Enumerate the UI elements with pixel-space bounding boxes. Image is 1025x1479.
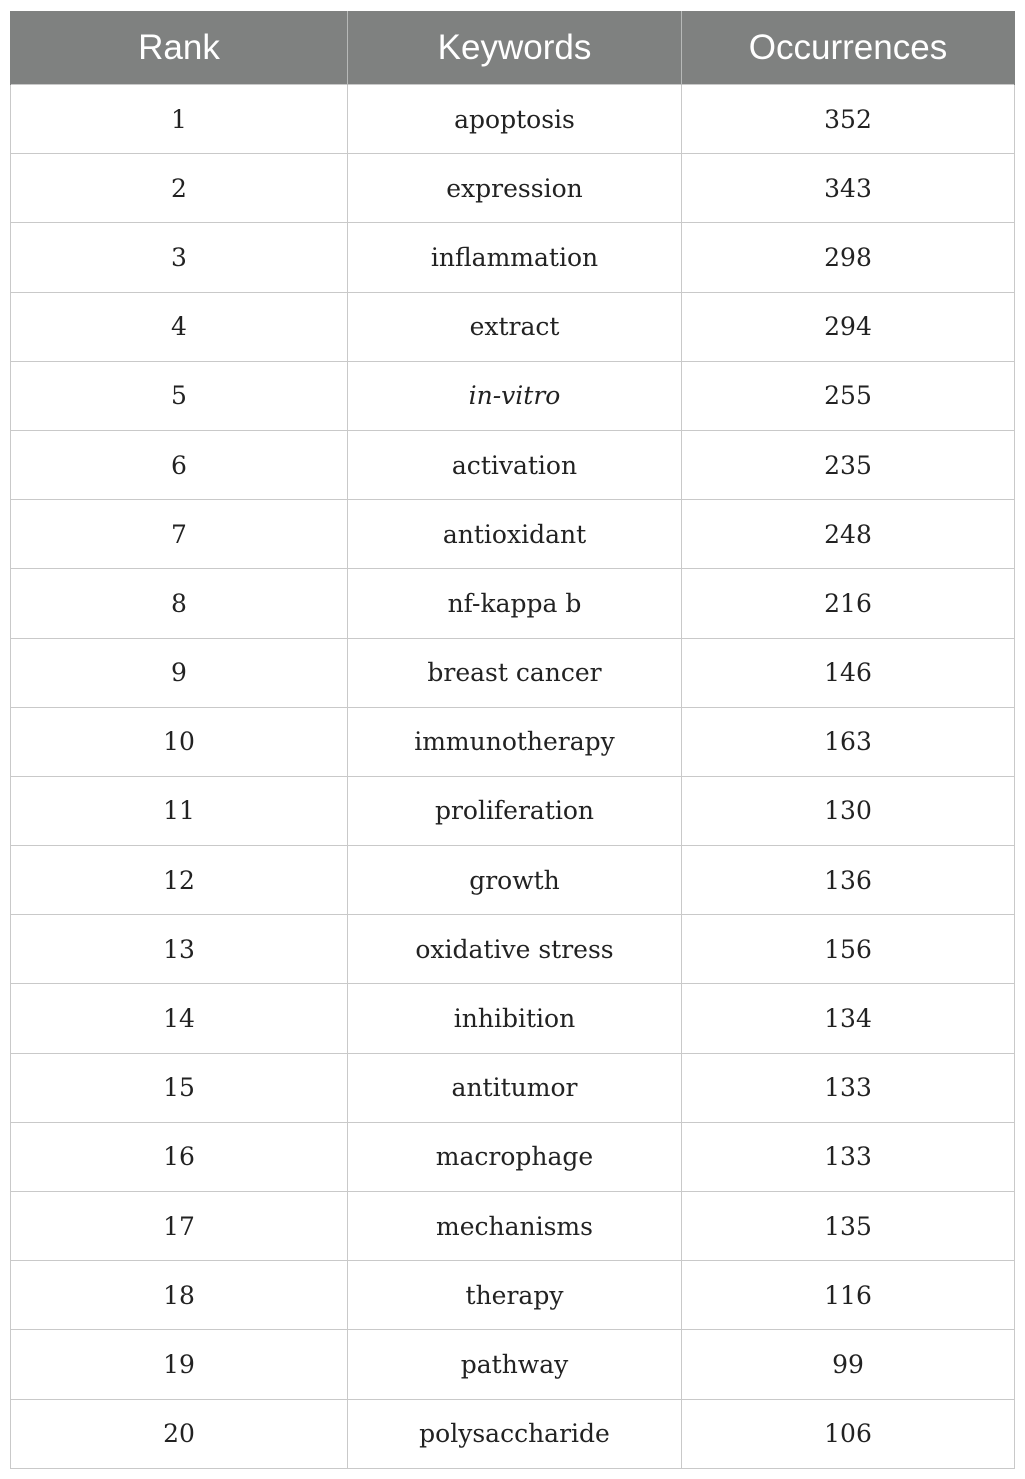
cell-keyword: pathway (348, 1330, 682, 1399)
cell-rank: 7 (11, 500, 348, 569)
cell-rank: 9 (11, 638, 348, 707)
cell-keyword: oxidative stress (348, 915, 682, 984)
cell-occurrences: 99 (682, 1330, 1015, 1399)
cell-rank: 20 (11, 1399, 348, 1468)
table-row (11, 1399, 1015, 1468)
cell-keyword: antioxidant (348, 500, 682, 569)
table-row (11, 154, 1015, 223)
cell-keyword: proliferation (348, 776, 682, 845)
table-row (11, 984, 1015, 1053)
table-header (11, 11, 1015, 85)
cell-occurrences: 216 (682, 569, 1015, 638)
cell-keyword: expression (348, 154, 682, 223)
table-row (11, 638, 1015, 707)
cell-occurrences: 146 (682, 638, 1015, 707)
cell-rank: 13 (11, 915, 348, 984)
cell-keyword: macrophage (348, 1122, 682, 1191)
cell-occurrences: 106 (682, 1399, 1015, 1468)
cell-rank: 12 (11, 846, 348, 915)
cell-keyword: mechanisms (348, 1192, 682, 1261)
table-row (11, 569, 1015, 638)
cell-rank: 18 (11, 1261, 348, 1330)
cell-occurrences: 133 (682, 1122, 1015, 1191)
table-row (11, 915, 1015, 984)
cell-rank: 3 (11, 223, 348, 292)
cell-rank: 15 (11, 1053, 348, 1122)
cell-rank: 11 (11, 776, 348, 845)
cell-keyword: nf-kappa b (348, 569, 682, 638)
cell-rank: 10 (11, 707, 348, 776)
cell-occurrences: 298 (682, 223, 1015, 292)
cell-keyword: growth (348, 846, 682, 915)
table-row (11, 85, 1015, 154)
cell-rank: 2 (11, 154, 348, 223)
cell-keyword: activation (348, 430, 682, 499)
table-row (11, 707, 1015, 776)
cell-occurrences: 116 (682, 1261, 1015, 1330)
cell-occurrences: 134 (682, 984, 1015, 1053)
table-body (11, 85, 1015, 1469)
table-row (11, 361, 1015, 430)
table-row (11, 776, 1015, 845)
cell-rank: 16 (11, 1122, 348, 1191)
keywords-table-container (10, 11, 1014, 1469)
cell-occurrences: 235 (682, 430, 1015, 499)
cell-keyword: apoptosis (348, 85, 682, 154)
cell-rank: 14 (11, 984, 348, 1053)
cell-occurrences: 163 (682, 707, 1015, 776)
cell-occurrences: 255 (682, 361, 1015, 430)
table-row (11, 500, 1015, 569)
cell-keyword: therapy (348, 1261, 682, 1330)
table-row (11, 223, 1015, 292)
cell-rank: 19 (11, 1330, 348, 1399)
cell-rank: 6 (11, 430, 348, 499)
cell-rank: 17 (11, 1192, 348, 1261)
table-row (11, 846, 1015, 915)
cell-occurrences: 294 (682, 292, 1015, 361)
cell-occurrences: 156 (682, 915, 1015, 984)
cell-rank: 1 (11, 85, 348, 154)
cell-occurrences: 135 (682, 1192, 1015, 1261)
cell-occurrences: 248 (682, 500, 1015, 569)
table-row (11, 292, 1015, 361)
cell-rank: 8 (11, 569, 348, 638)
cell-keyword: in-vitro (348, 361, 682, 430)
cell-keyword: polysaccharide (348, 1399, 682, 1468)
table-row (11, 1261, 1015, 1330)
header-row (11, 11, 1015, 85)
table-row (11, 1192, 1015, 1261)
cell-occurrences: 130 (682, 776, 1015, 845)
cell-occurrences: 343 (682, 154, 1015, 223)
cell-rank: 5 (11, 361, 348, 430)
table-row (11, 430, 1015, 499)
cell-keyword: inflammation (348, 223, 682, 292)
cell-occurrences: 352 (682, 85, 1015, 154)
cell-occurrences: 133 (682, 1053, 1015, 1122)
keywords-table (10, 11, 1015, 1469)
cell-keyword: breast cancer (348, 638, 682, 707)
cell-keyword: extract (348, 292, 682, 361)
header-rank: Rank (11, 11, 348, 85)
header-keywords: Keywords (348, 11, 682, 85)
cell-keyword: inhibition (348, 984, 682, 1053)
cell-keyword: immunotherapy (348, 707, 682, 776)
cell-rank: 4 (11, 292, 348, 361)
header-occurrences: Occurrences (682, 11, 1015, 85)
table-row (11, 1330, 1015, 1399)
table-row (11, 1053, 1015, 1122)
cell-occurrences: 136 (682, 846, 1015, 915)
cell-keyword: antitumor (348, 1053, 682, 1122)
table-row (11, 1122, 1015, 1191)
